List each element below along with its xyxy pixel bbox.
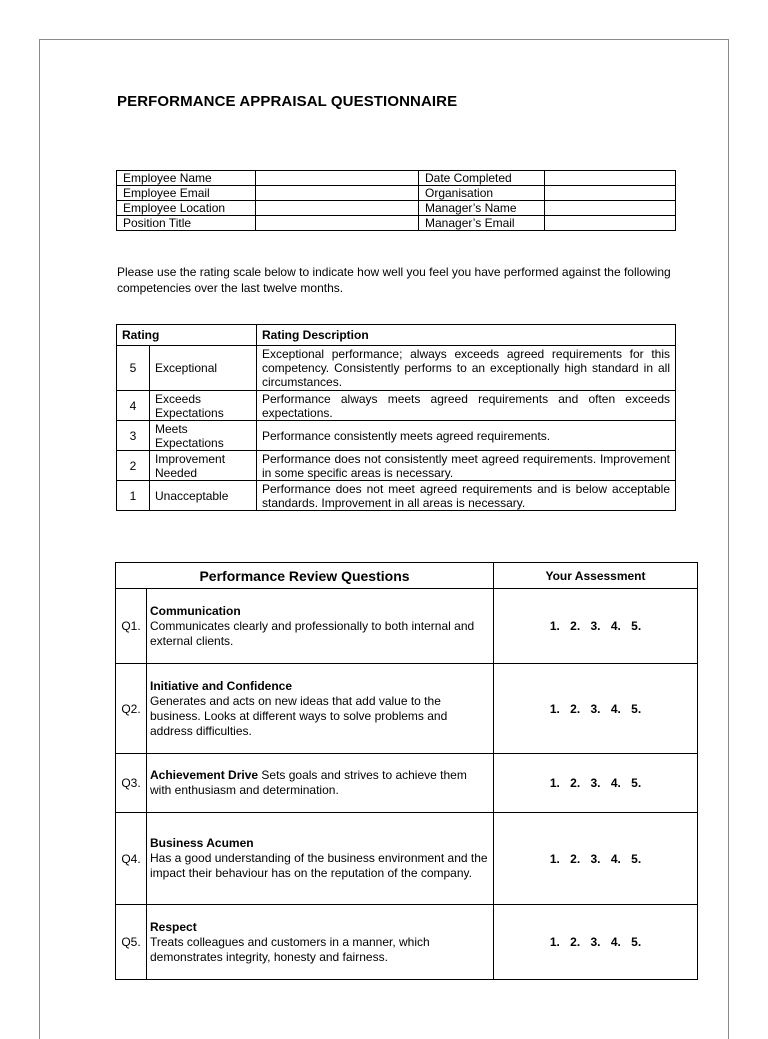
assessment-scale[interactable]: 1. 2. 3. 4. 5.: [494, 589, 698, 664]
info-value-field[interactable]: [545, 216, 676, 231]
performance-questions-table: [115, 562, 698, 980]
rating-value: 2: [117, 451, 150, 481]
rating-description-header: Rating Description: [257, 325, 676, 346]
rating-row: [117, 346, 676, 391]
rating-value: 3: [117, 421, 150, 451]
question-row: [116, 589, 698, 664]
question-cell: [147, 664, 494, 754]
rating-value: 1: [117, 481, 150, 511]
rating-value: 4: [117, 391, 150, 421]
question-number: Q5.: [116, 905, 147, 980]
info-label: Manager’s Email: [419, 216, 545, 231]
question-text: Treats colleagues and customers in a manner, which demonstrates integrity, honesty and fairness.: [150, 934, 430, 964]
question-cell: [147, 754, 494, 813]
question-text: Communicates clearly and professionally to both internal and external clients.: [150, 618, 475, 648]
info-value-field[interactable]: [545, 171, 676, 186]
question-text: Sets goals and strives to achieve them with enthusiasm and determination.: [150, 768, 467, 797]
rating-description: Performance always meets agreed requirements and often exceeds expectations.: [257, 391, 676, 421]
rating-scale-table: [116, 324, 676, 511]
question-heading: Respect: [150, 919, 197, 934]
rating-label: Exceeds Expectations: [150, 391, 257, 421]
question-row: [116, 664, 698, 754]
info-row: [117, 216, 676, 231]
info-label: Date Completed: [419, 171, 545, 186]
question-row: [116, 813, 698, 905]
intro-paragraph: Please use the rating scale below to indicate how well you feel you have performed against the following competencies over the last twelve months.: [117, 265, 671, 295]
info-value-field[interactable]: [256, 201, 419, 216]
info-value-field[interactable]: [256, 216, 419, 231]
info-row: [117, 171, 676, 186]
rating-row: [117, 451, 676, 481]
question-number: Q4.: [116, 813, 147, 905]
rating-description: Performance does not consistently meet agreed requirements. Improvement in some specific areas is necessary.: [257, 451, 676, 481]
question-heading: Achievement Drive: [150, 768, 259, 782]
document-title: PERFORMANCE APPRAISAL QUESTIONNAIRE: [117, 93, 458, 110]
info-value-field[interactable]: [256, 171, 419, 186]
info-label: Position Title: [117, 216, 256, 231]
question-heading: Initiative and Confidence: [150, 678, 293, 693]
info-label: Manager’s Name: [419, 201, 545, 216]
info-value-field[interactable]: [545, 201, 676, 216]
info-value-field[interactable]: [545, 186, 676, 201]
info-row: [117, 186, 676, 201]
rating-label: Meets Expectations: [150, 421, 257, 451]
question-heading: Communication: [150, 603, 241, 618]
assessment-scale[interactable]: 1. 2. 3. 4. 5.: [494, 813, 698, 905]
assessment-scale[interactable]: 1. 2. 3. 4. 5.: [494, 905, 698, 980]
rating-description: Performance consistently meets agreed requirements.: [257, 421, 676, 451]
question-heading: Business Acumen: [150, 836, 254, 850]
assessment-scale[interactable]: 1. 2. 3. 4. 5.: [494, 664, 698, 754]
question-text: Has a good understanding of the business environment and the impact their behaviour has on the reputation of the company.: [150, 851, 488, 880]
rating-label: Unacceptable: [150, 481, 257, 511]
rating-description: Performance does not meet agreed requirements and is below acceptable standards. Improvement in all areas is necessary.: [257, 481, 676, 511]
info-row: [117, 201, 676, 216]
question-number: Q3.: [116, 754, 147, 813]
rating-label: Improvement Needed: [150, 451, 257, 481]
info-label: Employee Email: [117, 186, 256, 201]
question-text: Generates and acts on new ideas that add value to the business. Looks at different ways to solve problems and address difficulties.: [150, 693, 448, 738]
questions-header: Performance Review Questions: [116, 563, 494, 589]
employee-info-table: [116, 170, 676, 231]
rating-header: Rating: [117, 325, 257, 346]
question-cell: [147, 905, 494, 980]
assessment-scale[interactable]: 1. 2. 3. 4. 5.: [494, 754, 698, 813]
info-label: Employee Name: [117, 171, 256, 186]
assessment-header: Your Assessment: [494, 563, 698, 589]
info-label: Organisation: [419, 186, 545, 201]
question-number: Q1.: [116, 589, 147, 664]
info-label: Employee Location: [117, 201, 256, 216]
questions-header-row: [116, 563, 698, 589]
question-row: [116, 754, 698, 813]
question-number: Q2.: [116, 664, 147, 754]
rating-label: Exceptional: [150, 346, 257, 391]
question-cell: [147, 813, 494, 905]
rating-value: 5: [117, 346, 150, 391]
rating-description: Exceptional performance; always exceeds agreed requirements for this competency. Consistently performs to an exceptionally high standard in all circumstances.: [257, 346, 676, 391]
question-cell: [147, 589, 494, 664]
info-value-field[interactable]: [256, 186, 419, 201]
rating-row: [117, 391, 676, 421]
rating-header-row: [117, 325, 676, 346]
rating-row: [117, 421, 676, 451]
rating-row: [117, 481, 676, 511]
question-row: [116, 905, 698, 980]
